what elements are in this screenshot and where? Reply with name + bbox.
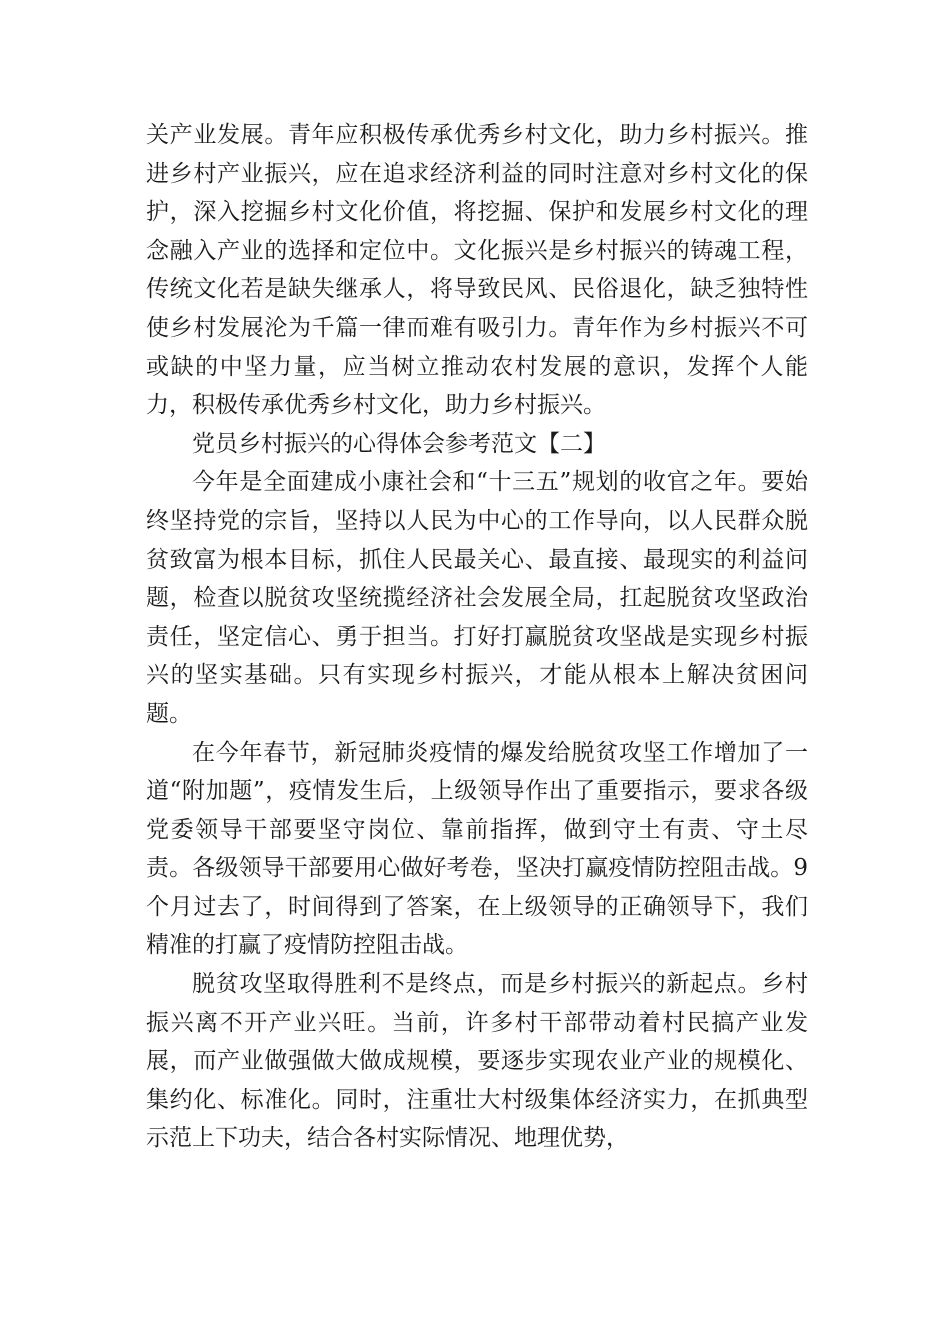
paragraph-1: 关产业发展。青年应积极传承优秀乡村文化，助力乡村振兴。推进乡村产业振兴，应在追求经济利益的同时注意对乡村文化的保护，深入挖掘乡村文化价值，将挖掘、保护和发展乡村文化的理念融入产业的选择和定位中。文化振兴是乡村振兴的铸魂工程，传统文化若是缺失继承人，将导致民风、民俗退化，缺乏独特性使乡村发展沦为千篇一律而难有吸引力。青年作为乡村振兴不可或缺的中坚力量，应当树立推动农村发展的意识，发挥个人能力，积极传承优秀乡村文化，助力乡村振兴。 [146, 122, 808, 419]
document-body [146, 116, 808, 1158]
paragraph-4: 脱贫攻坚取得胜利不是终点，而是乡村振兴的新起点。乡村振兴离不开产业兴旺。当前，许多村干部带动着村民搞产业发展，而产业做强做大做成规模，要逐步实现农业产业的规模化、集约化、标准化。同时，注重壮大村级集体经济实力，在抓典型示范上下功夫，结合各村实际情况、地理优势， [146, 971, 808, 1152]
section-heading: 党员乡村振兴的心得体会参考范文【二】 [192, 430, 606, 457]
paragraph-3: 在今年春节，新冠肺炎疫情的爆发给脱贫攻坚工作增加了一道“附加题”，疫情发生后，上级领导作出了重要指示，要求各级党委领导干部要坚守岗位、靠前指挥，做到守土有责、守土尽责。各级领导干部要用心做好考卷，坚决打赢疫情防控阻击战。9个月过去了，时间得到了答案，在上级领导的正确领导下，我们精准的打赢了疫情防控阻击战。 [146, 739, 808, 959]
paragraph-2: 今年是全面建成小康社会和“十三五”规划的收官之年。要始终坚持党的宗旨，坚持以人民为中心的工作导向，以人民群众脱贫致富为根本目标，抓住人民最关心、最直接、最现实的利益问题，检查以脱贫攻坚统揽经济社会发展全局，扛起脱贫攻坚政治责任，坚定信心、勇于担当。打好打赢脱贫攻坚战是实现乡村振兴的坚实基础。只有实现乡村振兴，才能从根本上解决贫困问题。 [146, 469, 808, 727]
